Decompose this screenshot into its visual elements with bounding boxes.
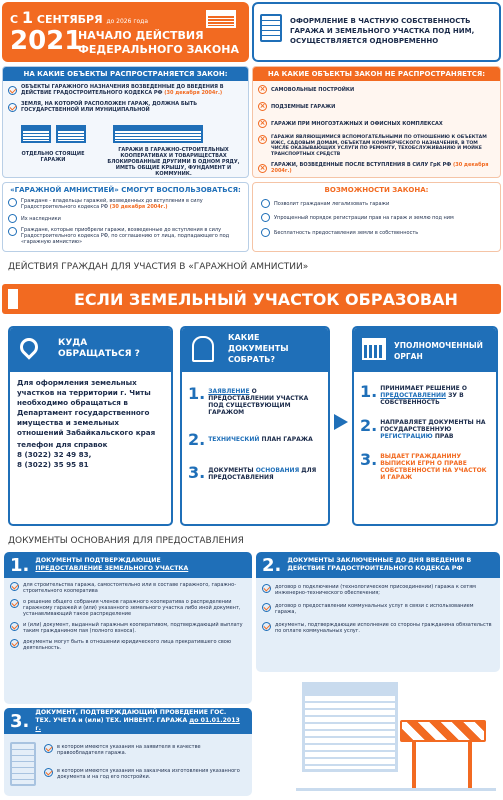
notapplies-panel [252, 66, 501, 178]
organ-step2-text: НАПРАВЛЯЕТ ДОКУМЕНТЫ НА ГОСУДАРСТВЕННУЮ [380, 419, 486, 433]
doc-block-1-title2: ПРЕДОСТАВЛЕНИЕ ЗЕМЕЛЬНОГО УЧАСТКА [35, 565, 189, 572]
possibilities-item1: Позволит гражданам легализовать гаражи [274, 200, 390, 207]
organ-step2-highlight: РЕГИСТРАЦИЮ [380, 433, 433, 440]
hero-year: 2021 [10, 26, 83, 56]
garage-icon [56, 125, 86, 143]
organ-step1-highlight: ПРЕДОСТАВЛЕНИИ [380, 392, 447, 399]
cross-icon: × [259, 135, 266, 143]
organ-title1: УПОЛНОМОЧЕННЫЙ [394, 341, 483, 350]
document-icon [261, 213, 270, 222]
land-plot-banner [2, 284, 501, 314]
location-pin-icon [16, 334, 41, 359]
cross-icon: × [259, 102, 266, 110]
docs-item3-text: ДОКУМЕНТЫ [208, 467, 256, 474]
where-header [10, 328, 171, 372]
document-stack-icon [10, 742, 36, 786]
cross-icon: × [259, 85, 266, 93]
where-phone-label: телефон для справок [17, 440, 108, 449]
where-title2: ОБРАЩАТЬСЯ ? [58, 349, 140, 359]
possibilities-title: ВОЗМОЖНОСТИ ЗАКОНА: [324, 186, 429, 194]
docs-title3: СОБРАТЬ? [228, 355, 276, 364]
organ-header [354, 328, 496, 372]
amnesty-item1: Граждане - владельцы гаражей, возведенных до вступления в силу Градостроительного кодекса РФ [21, 198, 203, 210]
check-icon [10, 639, 19, 648]
hero-day: 1 [21, 8, 34, 27]
where-body: Для оформления земельных участков на территории г. Читы необходимо обращаться в Департамент государственного имущества и земельных отношений Забайкальского края [17, 378, 156, 437]
garage-icon [21, 125, 51, 143]
check-icon [262, 622, 271, 631]
doc-block-3-header [4, 708, 252, 734]
doc-block-2-title1: ДОКУМЕНТЫ ЗАКЛЮЧЕННЫЕ ДО ДНЯ ВВЕДЕНИЯ В [287, 557, 472, 564]
doc-block-1-number: 1. [10, 554, 30, 576]
family-icon [8, 214, 17, 223]
garage-icon [206, 10, 236, 28]
doc-block-2-item2: договор о предоставлении коммунальных услуг в связи с использованием гаража, [275, 603, 474, 615]
docs-item1-highlight: ЗАЯВЛЕНИЕ [208, 388, 250, 395]
check-icon [262, 603, 271, 612]
notapplies-item2: ПОДЗЕМНЫЕ ГАРАЖИ [271, 103, 336, 110]
docs-item3-text2: ДЛЯ ПРЕДОСТАВЛЕНИЯ [208, 467, 317, 481]
doc-block-2-number: 2. [262, 554, 282, 576]
check-icon [10, 599, 19, 608]
banner-accent [8, 289, 18, 309]
garage-icon [113, 125, 203, 143]
doc-block-3-title3: до 01.01.2013 г. [35, 717, 240, 732]
docs-item2-highlight: ТЕХНИЧЕСКИЙ [208, 436, 260, 443]
check-icon [10, 582, 19, 591]
hero-month: СЕНТЯБРЯ [36, 13, 103, 26]
notapplies-item3: ГАРАЖИ ПРИ МНОГОЭТАЖНЫХ И ОФИСНЫХ КОМПЛЕКСАХ [271, 120, 443, 127]
road-barrier-icon [400, 720, 486, 742]
arrow-right-icon [334, 414, 348, 430]
car-icon [261, 199, 270, 208]
check-icon [8, 86, 17, 95]
ownership-line3: ОСУЩЕСТВЛЯЕТСЯ ОДНОВРЕМЕННО [290, 37, 439, 45]
docs-panel [180, 326, 330, 526]
hero-s: С [10, 13, 19, 26]
docs-header [182, 328, 328, 372]
doc-block-3-title2: ТЕХ. УЧЕТА и (или) ТЕХ. ИНВЕНТ. ГАРАЖА [35, 717, 188, 724]
hero-line1: НАЧАЛО ДЕЙСТВИЯ [78, 29, 204, 42]
organ-title2: ОРГАН [394, 352, 423, 361]
coins-icon [261, 228, 270, 237]
where-panel [8, 326, 173, 526]
doc-block-1-item1: для строительства гаража, самостоятельно или в составе гаражного, гаражно-строительного кооператива [23, 582, 237, 594]
docs-title2: ДОКУМЕНТЫ [228, 344, 289, 353]
applies-item1: ОБЪЕКТЫ ГАРАЖНОГО НАЗНАЧЕНИЯ ВОЗВЕДЕННЫЕ ДО ВВЕДЕНИЯ В ДЕЙСТВИЕ ГРАДОСТРОИТЕЛЬНОГО КОДЕКСА РФ [21, 84, 224, 96]
docs-step-number: 2. [188, 430, 206, 449]
check-icon [262, 584, 271, 593]
amnesty-item1-date: (30 декабря 2004г.) [109, 204, 168, 210]
person-icon [8, 198, 17, 207]
where-phone1: 8 (3022) 32 49 83, [17, 450, 92, 459]
document-icon [260, 14, 282, 42]
amnesty-item3: Граждане, которые приобрели гаражи, возведенные до вступления в силу Градостроительного кодекса РФ, по соглашению от лица, подпадающего под «гаражную амнистию» [21, 227, 230, 245]
section-heading-documents: ДОКУМЕНТЫ ОСНОВАНИЯ ДЛЯ ПРЕДОСТАВЛЕНИЯ [8, 536, 244, 546]
doc-block-3-number: 3. [10, 710, 30, 732]
cross-icon: × [259, 119, 266, 127]
doc-block-2-item3: документы, подтверждающие исполнение со стороны гражданина обязательств по оплате коммунальных услуг. [275, 622, 492, 634]
applies-garage-type2: ГАРАЖИ В ГАРАЖНО-СТРОИТЕЛЬНЫХ КООПЕРАТИВАХ И ТОВАРИЩЕСТВАХ БЛОКИРОВАННЫЕ ДРУГИМИ В ОДНОМ РЯДУ, ИМЕТЬ ОБЩИЕ КРЫШУ, ФУНДАМЕНТ И КОММУНИК. [107, 147, 240, 177]
possibilities-item2: Упрощенный порядок регистрации прав на гараж и землю под ним [274, 214, 454, 221]
docs-item2-text: ПЛАН ГАРАЖА [259, 436, 313, 443]
doc-block-2-title2: ДЕЙСТВИЕ ГРАДОСТРОИТЕЛЬНОГО КОДЕКСА РФ [287, 565, 463, 572]
organ-step1-text2: ЗУ В СОБСТВЕННОСТЬ [380, 392, 464, 406]
notapplies-item5: ГАРАЖИ, ВОЗВЕДЕННЫЕ ПОСЛЕ ВСТУПЛЕНИЯ В СИЛУ ГрК РФ [271, 162, 452, 169]
barrier-leg [468, 742, 472, 790]
check-icon [10, 622, 19, 631]
doc-block-2-header [256, 552, 500, 578]
applies-item2: ЗЕМЛЯ, НА КОТОРОЙ РАСПОЛОЖЕН ГАРАЖ, ДОЛЖНА БЫТЬ ГОСУДАРСТВЕННОЙ ИЛИ МУНИЦИПАЛЬНОЙ [21, 101, 198, 113]
doc-block-1-item2: о решение общего собрания членов гаражного кооператива о распределении гаражному гаражей и (или) указанного земельного участка либо иной документ, устанавливающий такое распределение [23, 599, 241, 617]
garage-icon [302, 682, 398, 772]
ownership-banner [252, 2, 501, 62]
amnesty-title: «ГАРАЖНОЙ АМНИСТИЕЙ» СМОГУТ ВОСПОЛЬЗОВАТЬСЯ: [10, 186, 241, 194]
barrier-leg [412, 742, 416, 790]
doc-block-3 [4, 708, 252, 796]
hero-line2: ФЕДЕРАЛЬНОГО ЗАКОНА [78, 43, 239, 56]
notapplies-item5-date: (30 декабря 2004г.) [271, 162, 489, 175]
banner-title: ЕСЛИ ЗЕМЕЛЬНЫЙ УЧАСТОК ОБРАЗОВАН [74, 290, 458, 309]
notapplies-item4: ГАРАЖИ ЯВЛЯЮЩИМИСЯ ВСПОМОГАТЕЛЬНЫМИ ПО ОТНОШЕНИЮ К ОБЪЕКТАМ ИЖС, САДОВЫМ ДОМАМ, ОБЪЕКТАМ КОММЕРЧЕСКОГО НАЗНАЧЕНИЯ, В ТОМ ЧИСЛЕ ОКАЗЫВАЮЩИХ УСЛУГИ ПО РЕМОНТУ, ТЕХОБСЛУЖИВАНИЮ И МОЙКЕ ТРАНСПОРТНЫХ СРЕДСТВ [271, 135, 487, 157]
doc-block-3-item1: в котором имеются указания на заявителя в качестве правообладателя гаража. [57, 744, 201, 756]
handshake-icon [8, 227, 17, 236]
organ-step-number: 3. [360, 450, 378, 469]
hero-banner [2, 2, 249, 62]
docs-step-number: 1. [188, 384, 206, 403]
ownership-line2: ГАРАЖА И ЗЕМЕЛЬНОГО УЧАСТКА ПОД НИМ, [290, 27, 475, 35]
organ-step3-text: ВЫДАЕТ ГРАЖДАНИНУ ВЫПИСКИ ЕГРН О ПРАВЕ СОБСТВЕННОСТИ НА УЧАСТОК И ГАРАЖ [380, 453, 487, 481]
notapplies-item1: САМОВОЛЬНЫЕ ПОСТРОЙКИ [271, 86, 355, 93]
person-desk-icon [192, 336, 214, 362]
doc-block-3-item2: в котором имеются указания на заказчика изготовления указанного документа и на год его постройки. [57, 768, 240, 780]
organ-step2-text2: ПРАВ [432, 433, 454, 440]
docs-step-number: 3. [188, 463, 206, 482]
possibilities-item3: Бесплатность предоставления земли в собственность [274, 229, 419, 236]
cross-icon: × [259, 163, 266, 172]
doc-block-1-header [4, 552, 252, 578]
organ-step1-text: ПРИНИМАЕТ РЕШЕНИЕ О [380, 385, 467, 392]
doc-block-2-item1: договор о подключении (технологическом присоединении) гаража к сетям инженерно-технического обеспечения; [275, 584, 476, 596]
organ-step-number: 1. [360, 382, 378, 401]
docs-item3-highlight: ОСНОВАНИЯ [255, 467, 300, 474]
possibilities-panel [252, 182, 501, 252]
where-title1: КУДА [58, 338, 88, 348]
applies-title: НА КАКИЕ ОБЪЕКТЫ РАСПРОСТРАНЯЕТСЯ ЗАКОН: [3, 67, 248, 81]
government-building-icon [362, 338, 386, 360]
notapplies-title: НА КАКИЕ ОБЪЕКТЫ ЗАКОН НЕ РАСПРОСТРАНЯЕТСЯ: [253, 67, 500, 81]
doc-block-1 [4, 552, 252, 704]
hero-until: до 2026 года [106, 18, 148, 25]
doc-block-3-title1: ДОКУМЕНТ, ПОДТВЕРЖДАЮЩИЙ ПРОВЕДЕНИЕ ГОС. [35, 709, 227, 716]
organ-panel [352, 326, 498, 526]
garage-construction-illustration [296, 680, 496, 798]
amnesty-item2: Их наследники [21, 215, 61, 222]
organ-step-number: 2. [360, 416, 378, 435]
where-phone2: 8 (3022) 35 95 81 [17, 460, 89, 469]
doc-block-2 [256, 552, 500, 672]
docs-item1-text: О ПРЕДОСТАВЛЕНИИ УЧАСТКА ПОД СУЩЕСТВУЮЩИМ ГАРАЖОМ [208, 388, 309, 416]
doc-block-1-item4: документы могут быть в отношении юридического лица прекратившего свою деятельность. [23, 639, 232, 651]
applies-item1-date: (30 декабря 2004г.) [164, 90, 223, 96]
check-icon [44, 768, 53, 777]
doc-block-1-title1: ДОКУМЕНТЫ ПОДТВЕРЖДАЮЩИЕ [35, 557, 161, 564]
section-heading-actions: ДЕЙСТВИЯ ГРАЖДАН ДЛЯ УЧАСТИЯ В «ГАРАЖНОЙ АМНИСТИИ» [8, 262, 309, 272]
check-icon [8, 103, 17, 112]
ground-line [296, 788, 496, 791]
applies-panel [2, 66, 249, 178]
docs-title1: КАКИЕ [228, 333, 260, 342]
check-icon [44, 744, 53, 753]
applies-garage-type1: ОТДЕЛЬНО СТОЯЩИЕ ГАРАЖИ [21, 151, 85, 163]
amnesty-panel [2, 182, 249, 252]
doc-block-1-item3: и (или) документ, выданный гаражным кооперативом, подтверждающий выплату таким гражданином пая (полного взноса). [23, 622, 243, 634]
ownership-line1: ОФОРМЛЕНИЕ В ЧАСТНУЮ СОБСТВЕННОСТЬ [290, 17, 471, 25]
